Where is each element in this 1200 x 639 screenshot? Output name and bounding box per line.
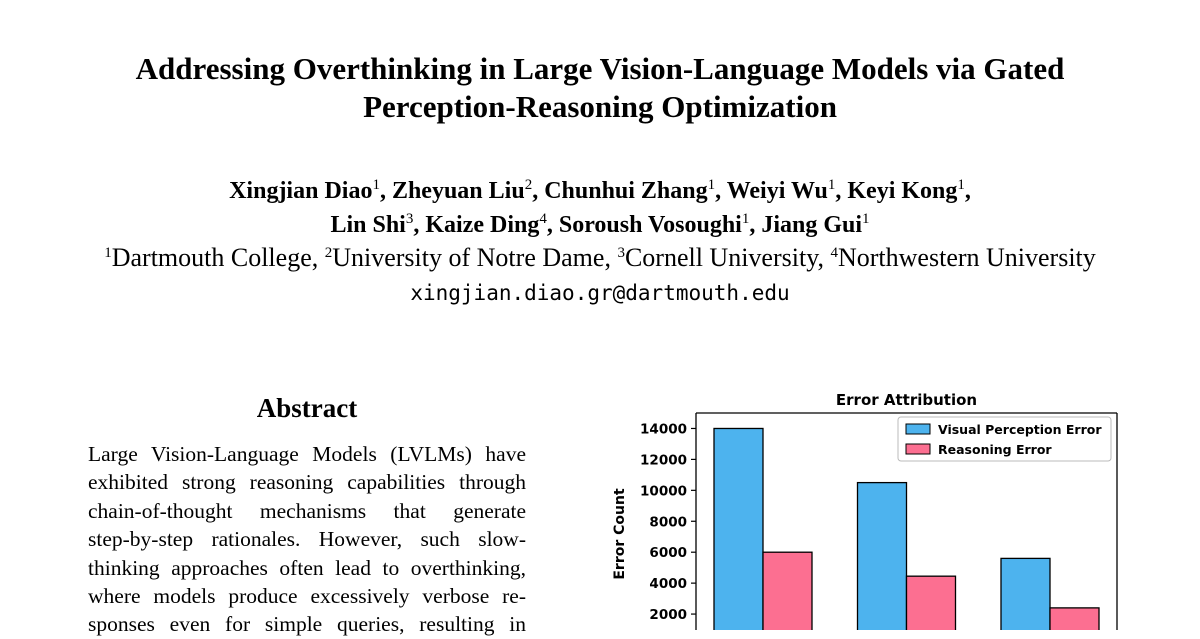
affiliation-name: Dartmouth College [111, 243, 312, 272]
affiliation-marker: 1 [741, 211, 750, 227]
affiliation-marker: 1 [372, 177, 380, 193]
abstract-line: step-by-step rationales. However, such slow- [88, 527, 526, 552]
affiliation-name: Northwestern University [838, 243, 1096, 272]
affiliation-number: 1 [104, 245, 112, 261]
author-name: Lin Shi [330, 212, 406, 238]
legend-label: Reasoning Error [938, 442, 1052, 457]
bar-series2-cat3 [1050, 608, 1099, 630]
affiliation-marker: 1 [957, 177, 965, 193]
error-attribution-chart [600, 385, 1140, 630]
chart-svg [600, 385, 1140, 630]
affiliation-marker: 3 [405, 211, 414, 227]
authors-line-1: Xingjian Diao$^1$, Zheyuan Liu$^2$, Chunhui Zhang$^1$, Weiyi Wu$^1$, Keyi Kong$^1$, [229, 177, 971, 204]
legend-label: Visual Perception Error [938, 422, 1102, 437]
affiliations: $^1$Dartmouth College, $^2$University of Notre Dame, $^3$Cornell University, $^4$Northwestern University [104, 243, 1096, 272]
bar-series2-cat1 [763, 552, 812, 630]
legend-swatch [906, 424, 930, 434]
y-axis-label: Error Count [612, 488, 628, 580]
abstract-line: chain-of-thought mechanisms that generate [88, 498, 526, 523]
y-tick-label: 8000 [649, 514, 687, 531]
bar-series1-cat1 [714, 428, 763, 630]
abstract-line: sponses even for simple queries, resulting in [88, 612, 526, 637]
paper-title [0, 50, 1200, 126]
title-line-2: Perception-Reasoning Optimization [363, 89, 837, 124]
y-tick-label: 12000 [640, 452, 687, 469]
title-line-1: Addressing Overthinking in Large Vision-Language Models via Gated [135, 51, 1065, 86]
author-name: Jiang Gui [761, 212, 863, 238]
abstract-line: Large Vision-Language Models (LVLMs) have [88, 442, 526, 466]
affiliation-marker: 1 [827, 177, 836, 193]
affiliation-name: Cornell University [624, 243, 818, 272]
affiliation-marker: 1 [707, 177, 716, 193]
affiliation-number: 3 [617, 245, 625, 261]
bar-series2-cat2 [907, 576, 956, 630]
y-tick-label: 2000 [649, 607, 687, 624]
y-tick-label: 14000 [640, 421, 687, 438]
author-name: Chunhui Zhang [544, 178, 708, 204]
bar-series1-cat3 [1001, 558, 1050, 630]
authors-line-2: Lin Shi$^3$, Kaize Ding$^4$, Soroush Vosoughi$^1$, Jiang Gui$^1$ [330, 211, 870, 238]
affiliation-number: 2 [324, 245, 333, 261]
chart-title: Error Attribution [835, 391, 978, 409]
y-tick-label: 4000 [649, 576, 687, 593]
affiliation-name: University of Notre Dame [332, 243, 605, 272]
author-name: Weiyi Wu [726, 178, 828, 204]
abstract-body [88, 440, 526, 639]
author-name: Xingjian Diao [229, 178, 373, 204]
contact-email[interactable]: xingjian.diao.gr@dartmouth.edu [410, 281, 790, 305]
author-name: Keyi Kong [847, 178, 958, 204]
y-tick-label: 6000 [649, 545, 687, 562]
abstract-line: exhibited strong reasoning capabilities through [88, 470, 526, 495]
abstract-line: thinking approaches often lead to overthinking, [88, 555, 526, 580]
abstract-line: where models produce excessively verbose re- [88, 583, 526, 608]
y-tick-label: 10000 [640, 483, 687, 500]
legend-swatch [906, 444, 930, 454]
author-name: Soroush Vosoughi [558, 212, 742, 238]
affiliation-marker: 1 [862, 211, 870, 227]
abstract-heading: Abstract [256, 393, 358, 423]
bar-series1-cat2 [858, 483, 907, 630]
author-name: Zheyuan Liu [391, 178, 525, 204]
affiliation-number: 4 [830, 245, 838, 261]
author-list [0, 174, 1200, 242]
affiliation-marker: 2 [524, 177, 533, 193]
author-name: Kaize Ding [425, 212, 540, 238]
affiliation-marker: 4 [539, 211, 547, 227]
